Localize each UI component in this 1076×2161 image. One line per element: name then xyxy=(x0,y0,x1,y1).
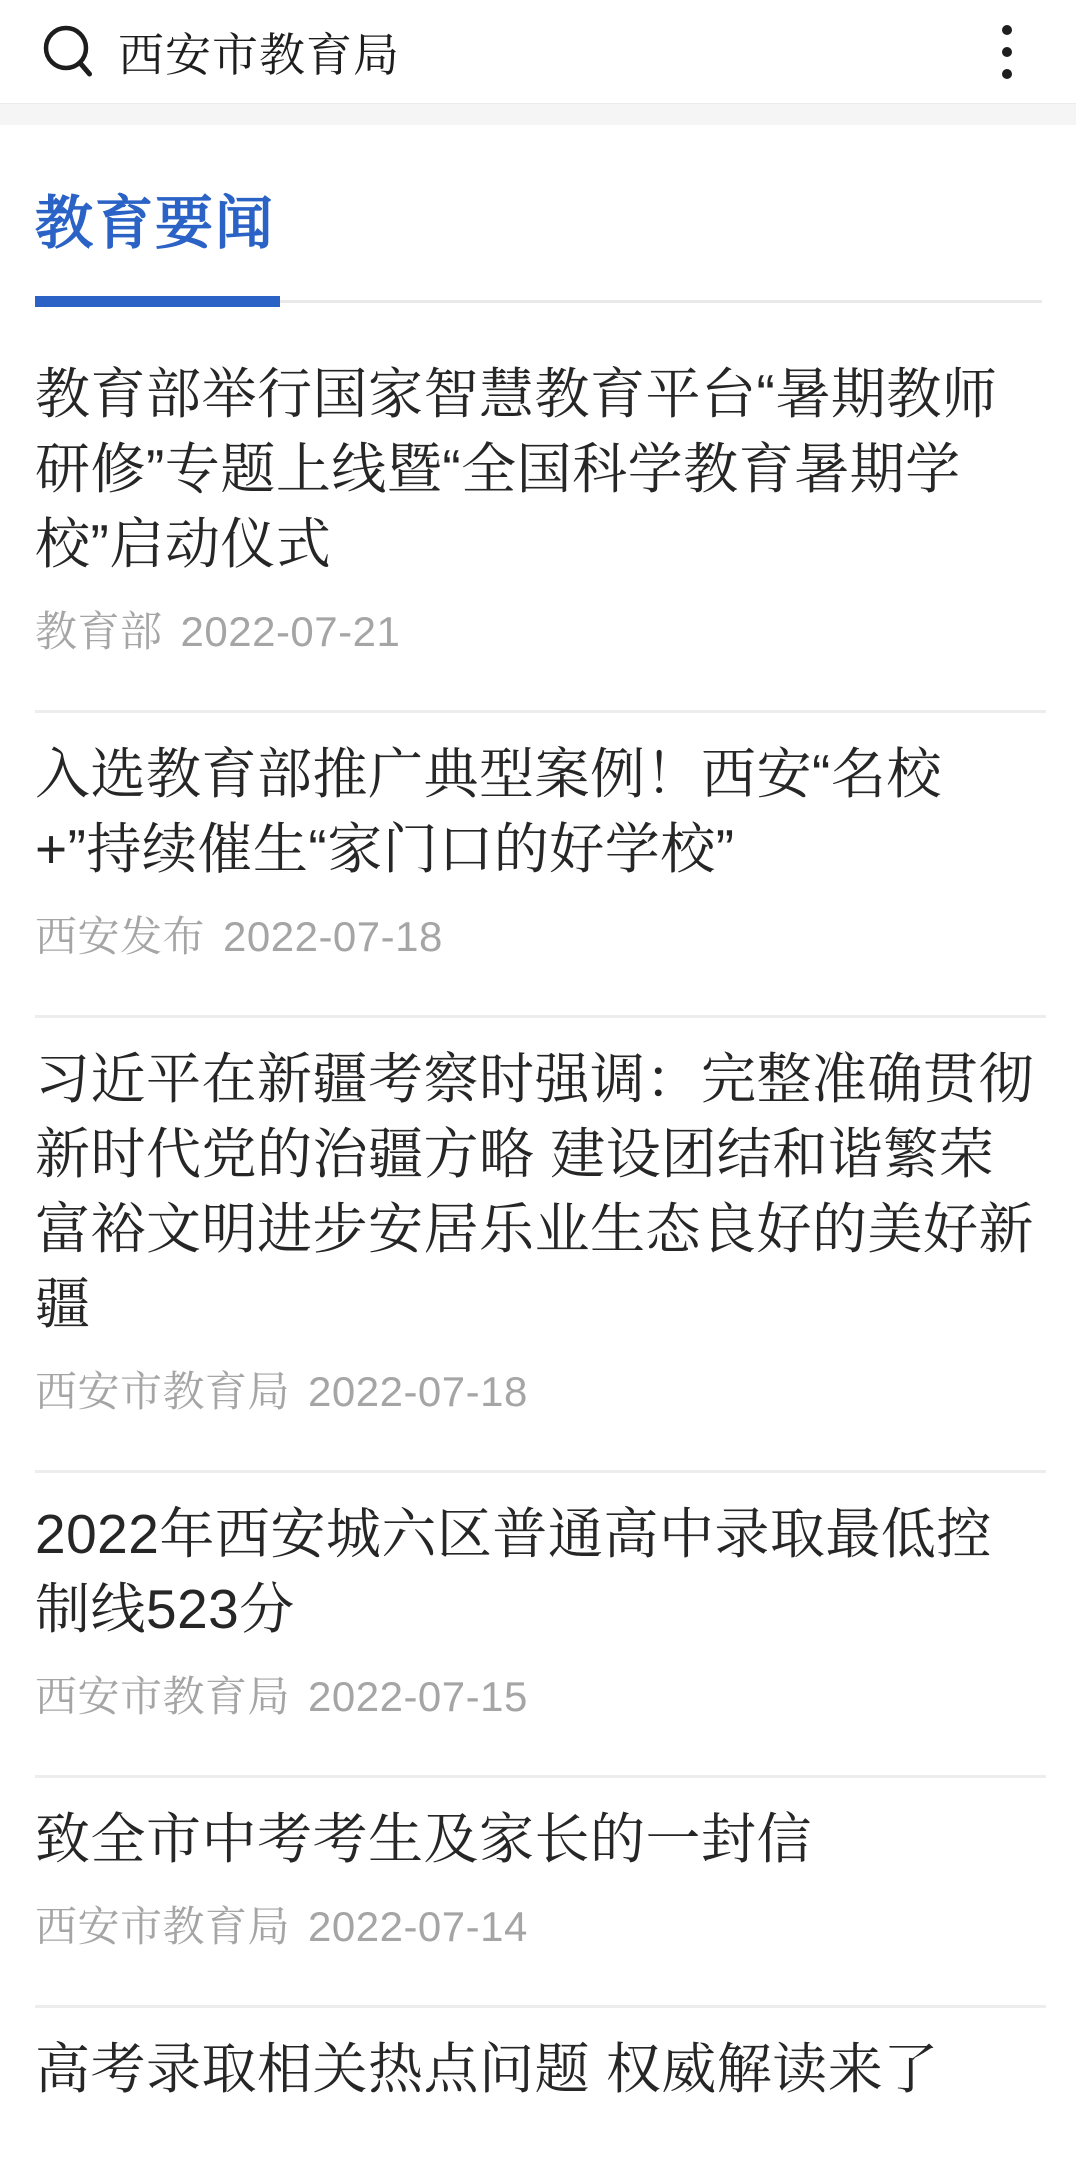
news-source: 西安发布 xyxy=(35,913,206,960)
news-item[interactable] xyxy=(35,1018,1046,1473)
news-source: 西安市教育局 xyxy=(35,1368,291,1415)
news-meta xyxy=(35,608,1046,656)
app-bar-title: 西安市教育局 xyxy=(118,28,400,81)
news-date: 2022-07-18 xyxy=(223,913,443,960)
news-source: 西安市教育局 xyxy=(35,1903,291,1950)
search-icon[interactable] xyxy=(42,23,94,81)
active-tab-underline xyxy=(35,296,1046,307)
news-source: 西安市教育局 xyxy=(35,1673,291,1720)
news-date: 2022-07-14 xyxy=(308,1903,528,1950)
app-bar xyxy=(0,0,1076,103)
news-item[interactable] xyxy=(35,1473,1046,1778)
news-meta xyxy=(35,1673,1046,1721)
news-date: 2022-07-18 xyxy=(308,1368,528,1415)
news-title[interactable]: 高考录取相关热点问题 权威解读来了 xyxy=(35,2038,939,2100)
news-meta xyxy=(35,913,1046,961)
news-meta xyxy=(35,1368,1046,1416)
news-date: 2022-07-21 xyxy=(180,608,401,655)
news-title[interactable]: 入选教育部推广典型案例！西安“名校+”持续催生“家门口的好学校” xyxy=(35,743,942,880)
underline-accent xyxy=(35,296,280,307)
kebab-menu-icon[interactable] xyxy=(1000,23,1014,81)
news-meta xyxy=(35,1903,1046,1951)
news-item[interactable] xyxy=(35,333,1046,713)
section-header xyxy=(35,191,1046,307)
news-title[interactable]: 致全市中考考生及家长的一封信 xyxy=(35,1808,813,1870)
news-title[interactable]: 2022年西安城六区普通高中录取最低控制线523分 xyxy=(35,1503,992,1640)
news-item[interactable] xyxy=(35,713,1046,1018)
divider-strip xyxy=(0,103,1076,125)
news-item[interactable] xyxy=(35,2008,1046,2161)
news-source: 教育部 xyxy=(35,608,163,655)
news-title[interactable]: 习近平在新疆考察时强调：完整准确贯彻新时代党的治疆方略 建设团结和谐繁荣富裕文明进步安居乐业生态良好的美好新疆 xyxy=(35,1048,1035,1335)
content xyxy=(0,191,1076,2161)
news-list xyxy=(35,333,1046,2161)
news-date: 2022-07-15 xyxy=(308,1673,528,1720)
news-title[interactable]: 教育部举行国家智慧教育平台“暑期教师研修”专题上线暨“全国科学教育暑期学校”启动仪式 xyxy=(35,363,998,575)
section-title[interactable]: 教育要闻 xyxy=(35,191,276,256)
news-item[interactable] xyxy=(35,1778,1046,2008)
